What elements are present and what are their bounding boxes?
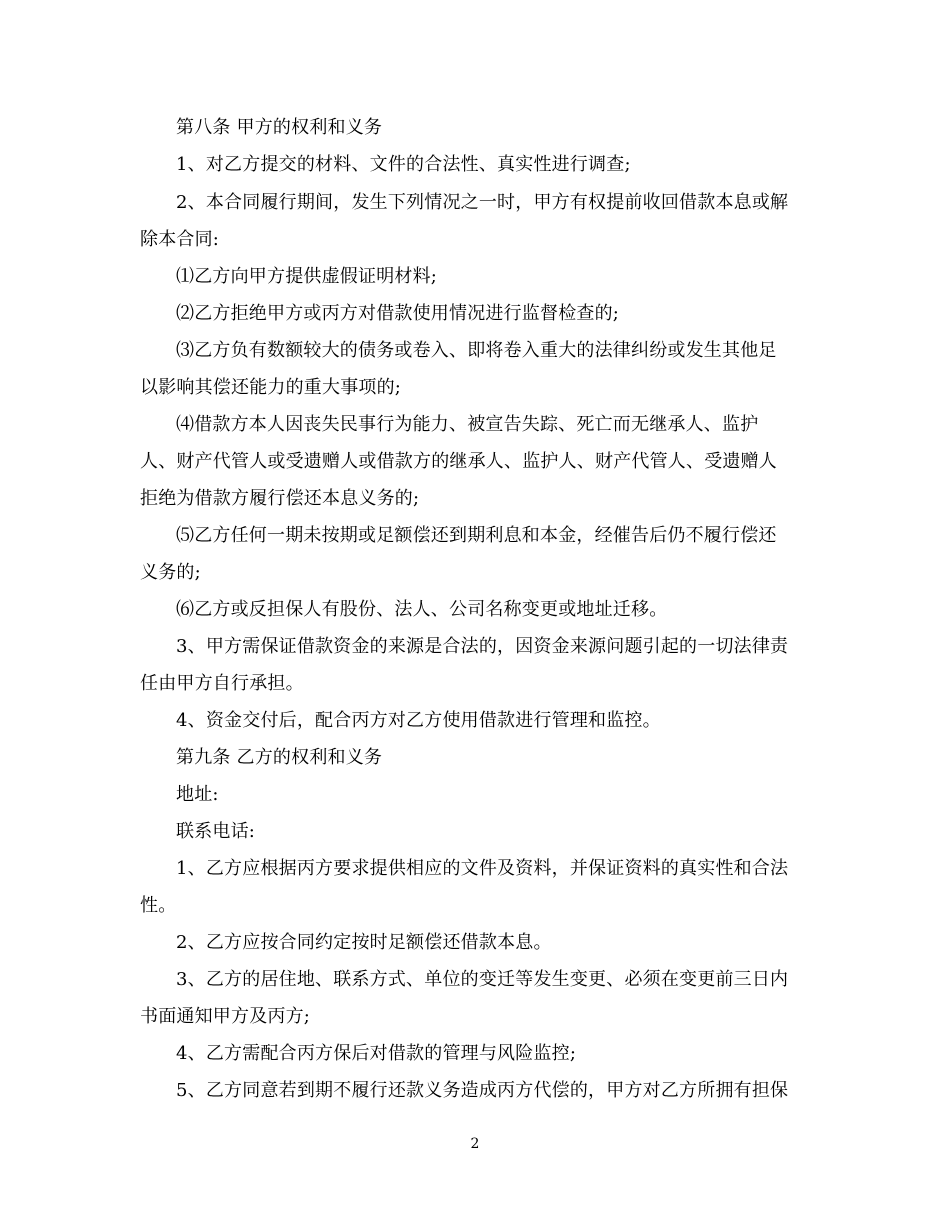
paragraph-line: 性。	[140, 895, 177, 916]
paragraph-line: 2、本合同履行期间，发生下列情况之一时，甲方有权提前收回借款本息或解	[176, 192, 789, 213]
paragraph-line: 4、乙方需配合丙方保后对借款的管理与风险监控;	[176, 1043, 577, 1064]
page-number: 2	[470, 1136, 480, 1152]
section-heading-article-9: 第九条 乙方的权利和义务	[176, 747, 383, 768]
paragraph-line: 以影响其偿还能力的重大事项的;	[140, 377, 402, 398]
paragraph-line: ⑹乙方或反担保人有股份、法人、公司名称变更或地址迁移。	[176, 599, 668, 620]
phone-label: 联系电话:	[176, 821, 256, 842]
address-label: 地址:	[176, 784, 219, 805]
paragraph-line: 任由甲方自行承担。	[140, 673, 304, 694]
paragraph-line: 1、对乙方提交的材料、文件的合法性、真实性进行调查;	[176, 154, 631, 175]
paragraph-line: 拒绝为借款方履行偿还本息义务的;	[140, 488, 420, 509]
paragraph-line: 义务的;	[140, 562, 201, 583]
paragraph-line: 书面通知甲方及丙方;	[140, 1006, 311, 1027]
paragraph-line: 1、乙方应根据丙方要求提供相应的文件及资料，并保证资料的真实性和合法	[176, 858, 789, 879]
paragraph-line: 4、资金交付后，配合丙方对乙方使用借款进行管理和监控。	[176, 710, 661, 731]
section-heading-article-8: 第八条 甲方的权利和义务	[176, 117, 383, 138]
paragraph-line: ⑶乙方负有数额较大的债务或卷入、即将卷入重大的法律纠纷或发生其他足	[176, 340, 777, 361]
paragraph-line: 3、甲方需保证借款资金的来源是合法的，因资金来源问题引起的一切法律责	[176, 636, 789, 657]
paragraph-line: ⑴乙方向甲方提供虚假证明材料;	[176, 266, 438, 287]
paragraph-line: 5、乙方同意若到期不履行还款义务造成丙方代偿的，甲方对乙方所拥有担保	[176, 1080, 789, 1101]
paragraph-line: ⑵乙方拒绝甲方或丙方对借款使用情况进行监督检查的;	[176, 303, 620, 324]
paragraph-line: ⑸乙方任何一期未按期或足额偿还到期利息和本金，经催告后仍不履行偿还	[176, 525, 777, 546]
paragraph-line: 人、财产代管人或受遗赠人或借款方的继承人、监护人、财产代管人、受遗赠人	[140, 451, 777, 472]
paragraph-line: 3、乙方的居住地、联系方式、单位的变迁等发生变更、必须在变更前三日内	[176, 969, 789, 990]
paragraph-line: 2、乙方应按合同约定按时足额偿还借款本息。	[176, 932, 552, 953]
paragraph-line: ⑷借款方本人因丧失民事行为能力、被宣告失踪、死亡而无继承人、监护	[176, 414, 759, 435]
paragraph-line: 除本合同:	[140, 229, 220, 250]
